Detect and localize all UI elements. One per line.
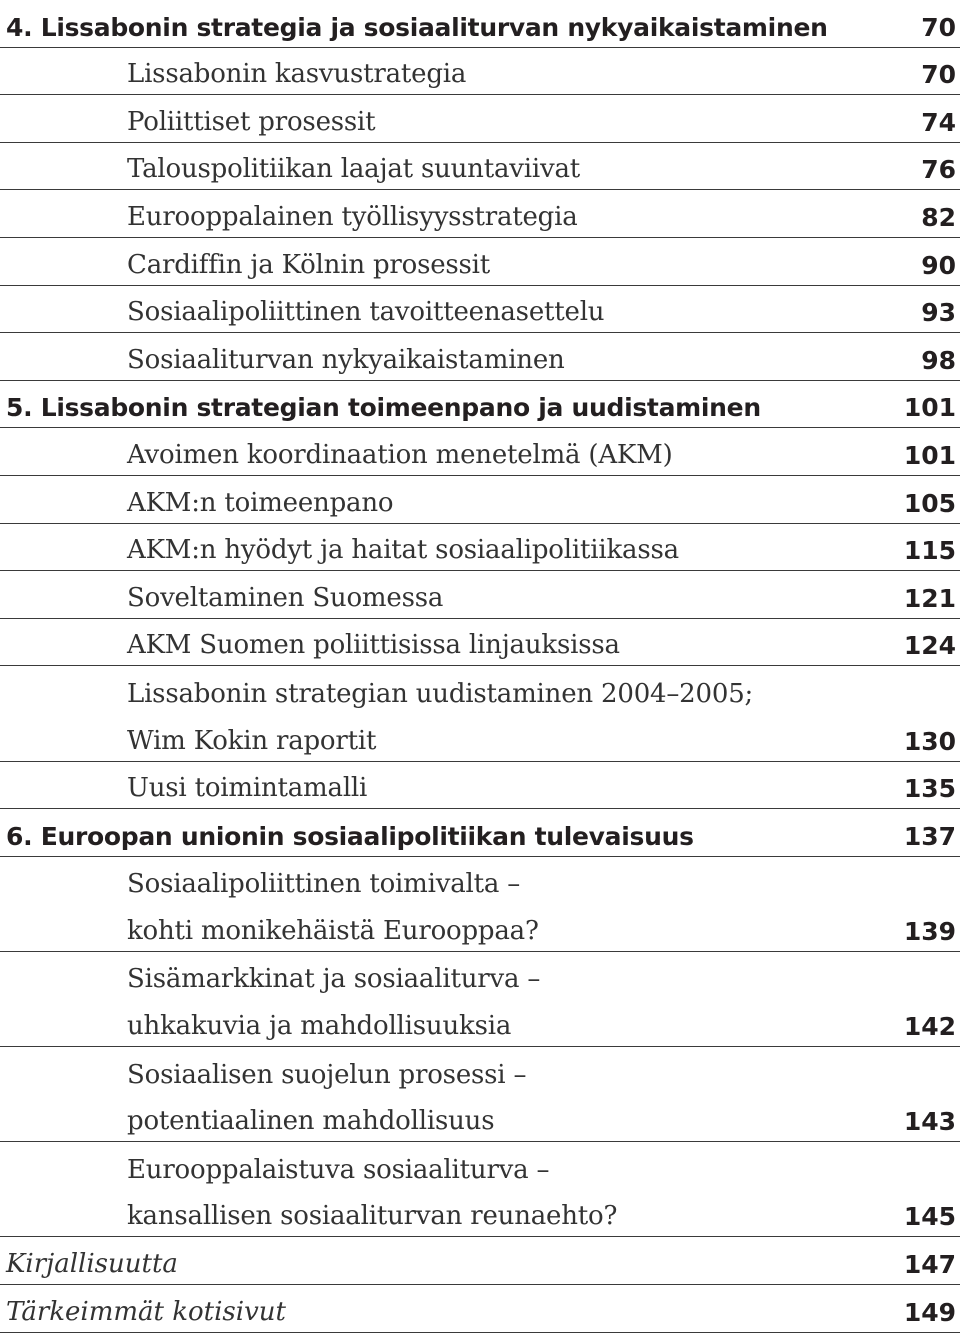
toc-entry-title: Eurooppalaistuva sosiaaliturva – (127, 1154, 550, 1185)
toc-page-number: 74 (921, 107, 956, 137)
toc-entry-title: Sosiaaliturvan nykyaikaistaminen (127, 344, 565, 375)
toc-entry-title: Tärkeimmät kotisivut (6, 1296, 286, 1327)
toc-chapter-row (0, 809, 960, 857)
toc-section-row (0, 762, 960, 810)
toc-section-row (0, 714, 960, 762)
toc-entry-title: Cardiffin ja Kölnin prosessit (127, 249, 491, 280)
toc-section-row (0, 1047, 960, 1095)
toc-entry-title: 6. Euroopan unionin sosiaalipolitiikan tulevaisuus (6, 821, 694, 851)
toc-section-row (0, 143, 960, 191)
toc-page-number: 90 (921, 250, 956, 280)
toc-section-row (0, 286, 960, 334)
toc-page-number: 98 (921, 345, 956, 375)
toc-page-number: 124 (903, 631, 956, 661)
toc-page-number: 101 (903, 440, 956, 470)
toc-section-row (0, 666, 960, 714)
toc-page-number: 143 (903, 1107, 956, 1137)
toc-page-number: 76 (921, 155, 956, 185)
toc-page-number: 135 (903, 774, 956, 804)
toc-section-row (0, 48, 960, 96)
toc-section-row (0, 524, 960, 572)
toc-page-number: 121 (903, 583, 956, 613)
toc-section-row (0, 1142, 960, 1190)
toc-entry-title: Avoimen koordinaation menetelmä (AKM) (127, 439, 673, 470)
toc-entry-title: 4. Lissabonin strategia ja sosiaaliturvan nykyaikaistaminen (6, 12, 828, 42)
toc-entry-title: Wim Kokin raportit (127, 725, 377, 756)
toc-page-number: 147 (903, 1250, 956, 1280)
toc-section-row (0, 1095, 960, 1143)
toc-entry-title: Sosiaalipoliittinen tavoitteenasettelu (127, 297, 605, 328)
toc-page-number: 149 (903, 1297, 956, 1327)
toc-section-row (0, 238, 960, 286)
toc-entry-title: potentiaalinen mahdollisuus (127, 1106, 495, 1137)
toc-entry-title: Sosiaalisen suojelun prosessi – (127, 1059, 527, 1090)
toc-page-number: 130 (903, 726, 956, 756)
toc-section-row (0, 333, 960, 381)
toc-entry-title: Uusi toimintamalli (127, 773, 368, 804)
toc-page-number: 70 (921, 60, 956, 90)
toc-entry-title: AKM:n toimeenpano (127, 487, 394, 518)
toc-appendix-row (0, 1237, 960, 1285)
toc-page-number: 70 (921, 12, 956, 42)
toc-page-number: 137 (903, 821, 956, 851)
toc-page-number: 93 (921, 298, 956, 328)
toc-page-number: 139 (903, 916, 956, 946)
toc-section-row (0, 1190, 960, 1238)
toc-entry-title: 5. Lissabonin strategian toimeenpano ja uudistaminen (6, 393, 761, 423)
toc-page-number: 145 (903, 1202, 956, 1232)
toc-entry-title: Sisämarkkinat ja sosiaaliturva – (127, 964, 541, 995)
toc-entry-title: kohti monikehäistä Eurooppaa? (127, 915, 539, 946)
toc-entry-title: uhkakuvia ja mahdollisuuksia (127, 1011, 512, 1042)
toc-section-row (0, 952, 960, 1000)
toc-page-number: 142 (903, 1012, 956, 1042)
toc-appendix-row (0, 1285, 960, 1333)
toc-entry-title: Sosiaalipoliittinen toimivalta – (127, 869, 521, 900)
toc-entry-title: Poliittiset prosessit (127, 106, 376, 137)
toc-page-number: 82 (921, 202, 956, 232)
toc-entry-title: kansallisen sosiaaliturvan reunaehto? (127, 1201, 618, 1232)
toc-entry-title: AKM:n hyödyt ja haitat sosiaalipolitiikassa (127, 535, 679, 566)
toc-section-row (0, 95, 960, 143)
toc-section-row (0, 428, 960, 476)
toc-section-row (0, 476, 960, 524)
toc-page-number: 115 (903, 536, 956, 566)
toc-entry-title: Soveltaminen Suomessa (127, 582, 444, 613)
toc-section-row (0, 619, 960, 667)
toc-section-row (0, 999, 960, 1047)
toc-entry-title: Lissabonin kasvustrategia (127, 59, 467, 90)
toc-page-number: 101 (903, 393, 956, 423)
toc-entry-title: Lissabonin strategian uudistaminen 2004–2005; (127, 678, 754, 709)
toc-chapter-row (0, 381, 960, 429)
toc-entry-title: AKM Suomen poliittisissa linjauksissa (127, 630, 620, 661)
toc-page-number: 105 (903, 488, 956, 518)
toc-section-row (0, 904, 960, 952)
toc-chapter-row (0, 0, 960, 48)
toc-section-row (0, 190, 960, 238)
toc-entry-title: Talouspolitiikan laajat suuntaviivat (127, 154, 581, 185)
toc-entry-title: Kirjallisuutta (6, 1249, 178, 1280)
toc-entry-title: Eurooppalainen työllisyysstrategia (127, 201, 578, 232)
toc-section-row (0, 857, 960, 905)
toc-section-row (0, 571, 960, 619)
